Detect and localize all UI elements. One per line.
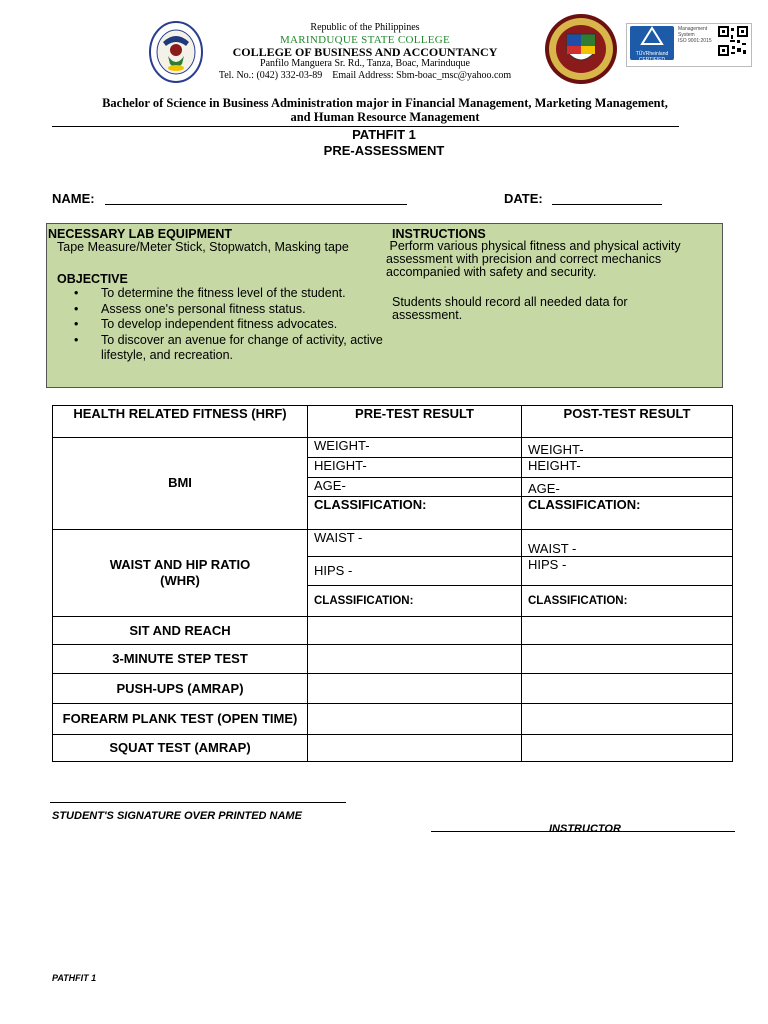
course-title: PATHFIT 1: [352, 127, 416, 142]
qr-code-icon: [718, 26, 748, 56]
pre-plank-test-cell[interactable]: [308, 703, 522, 734]
pre-bmi-classification[interactable]: CLASSIFICATION:: [308, 497, 522, 529]
post-sit-and-reach-cell[interactable]: [522, 617, 733, 645]
pre-step-test-cell[interactable]: [308, 645, 522, 674]
name-label: NAME:: [52, 191, 95, 206]
cert-line: ISO 9001:2015: [678, 38, 712, 44]
cert-line: Management: [678, 26, 708, 32]
push-ups-label: PUSH-UPS (AMRAP): [53, 674, 308, 703]
instructor-label: INSTRUCTOR: [549, 823, 621, 835]
department-seal-logo: [543, 12, 619, 86]
bullet: •: [74, 301, 79, 316]
post-height[interactable]: HEIGHT-: [522, 458, 733, 478]
department-name: COLLEGE OF BUSINESS AND ACCOUNTANCY: [232, 45, 498, 59]
objective-item: [74, 302, 391, 318]
plank-test-label: FOREARM PLANK TEST (OPEN TIME): [53, 703, 308, 734]
pre-weight[interactable]: WEIGHT-: [308, 438, 522, 458]
pre-height[interactable]: HEIGHT-: [308, 458, 522, 478]
post-step-test-cell[interactable]: [522, 645, 733, 674]
pre-hips[interactable]: HIPS -: [308, 556, 522, 585]
post-plank-test-cell[interactable]: [522, 703, 733, 734]
instructor-signature-line[interactable]: [431, 831, 735, 832]
whr-label-line: (WHR): [160, 572, 200, 588]
page-footer: PATHFIT 1: [52, 973, 97, 983]
header-hrf: HEALTH RELATED FITNESS (HRF): [53, 406, 308, 438]
bullet: •: [74, 286, 79, 300]
equipment-heading: NECESSARY LAB EQUIPMENT: [48, 227, 233, 241]
table-row: [53, 734, 733, 761]
fitness-assessment-table: [52, 405, 733, 762]
table-row: [53, 438, 733, 458]
program-line: and Human Resource Management: [290, 110, 480, 124]
pre-waist[interactable]: WAIST -: [308, 529, 522, 556]
sit-and-reach-label: SIT AND REACH: [53, 617, 308, 645]
post-hips[interactable]: HIPS -: [522, 556, 733, 585]
table-row: [53, 617, 733, 645]
whr-label: [53, 529, 308, 616]
program-title: [40, 96, 730, 124]
table-row: [53, 529, 733, 556]
post-waist[interactable]: WAIST -: [522, 529, 733, 556]
instructions-heading: INSTRUCTIONS: [392, 227, 486, 241]
equipment-items: Tape Measure/Meter Stick, Stopwatch, Masking tape: [57, 240, 349, 254]
table-row: [53, 703, 733, 734]
table-row: [53, 645, 733, 674]
tuv-badge: CERTIFIED: [638, 57, 666, 63]
student-signature-line[interactable]: [50, 802, 346, 803]
student-signature-label: STUDENT'S SIGNATURE OVER PRINTED NAME: [52, 810, 302, 822]
college-name: MARINDUQUE STATE COLLEGE: [279, 34, 451, 46]
header-post-test: POST-TEST RESULT: [522, 406, 733, 438]
form-title: PRE-ASSESSMENT: [323, 143, 445, 158]
school-header: [200, 22, 530, 82]
objective-text: To determine the fitness level of the student.: [101, 286, 346, 300]
step-test-label: 3-MINUTE STEP TEST: [53, 645, 308, 674]
address-text: Panfilo Manguera Sr. Rd., Tanza, Boac, Marinduque: [260, 58, 470, 69]
post-push-ups-cell[interactable]: [522, 674, 733, 703]
post-squat-test-cell[interactable]: [522, 734, 733, 761]
post-age[interactable]: AGE-: [522, 478, 733, 497]
bullet: •: [74, 317, 79, 331]
bullet: •: [74, 332, 79, 347]
contact-text: Tel. No.: (042) 332-03-89 Email Address: Sbm-boac_msc@yahoo.com: [218, 70, 512, 81]
date-field[interactable]: [552, 204, 662, 205]
name-field[interactable]: [105, 204, 407, 205]
objective-text: Assess one's personal fitness status.: [101, 301, 306, 316]
date-label: DATE:: [504, 191, 543, 206]
pre-squat-test-cell[interactable]: [308, 734, 522, 761]
table-header-row: [53, 406, 733, 438]
pre-push-ups-cell[interactable]: [308, 674, 522, 703]
objective-list: [74, 286, 391, 364]
tuv-triangle-icon: [630, 26, 674, 46]
post-bmi-classification[interactable]: CLASSIFICATION:: [522, 497, 733, 529]
header-pre-test: PRE-TEST RESULT: [308, 406, 522, 438]
instructions-text-1: Perform various physical fitness and physical activity assessment with precision and correct mechanics accompanied with safety and security.: [386, 239, 685, 279]
pre-sit-and-reach-cell[interactable]: [308, 617, 522, 645]
post-whr-classification[interactable]: CLASSIFICATION:: [522, 585, 733, 616]
republic-text: Republic of the Philippines: [310, 22, 420, 33]
objective-text: To develop independent fitness advocates.: [101, 317, 338, 331]
objective-item: [74, 317, 391, 333]
pre-age[interactable]: AGE-: [308, 478, 522, 497]
pre-whr-classification[interactable]: CLASSIFICATION:: [308, 585, 522, 616]
college-seal-logo: [148, 20, 204, 84]
tuv-brand: TÜVRheinland: [635, 51, 669, 57]
cert-text: [678, 26, 712, 44]
objective-item: [74, 333, 391, 364]
post-weight[interactable]: WEIGHT-: [522, 438, 733, 458]
iso-certification-badge: [626, 23, 752, 67]
objective-heading: OBJECTIVE: [57, 272, 128, 286]
program-line: Bachelor of Science in Business Administration major in Financial Management, Marketing Management,: [102, 96, 668, 110]
instructions-text-2: Students should record all needed data for assessment.: [392, 295, 628, 322]
squat-test-label: SQUAT TEST (AMRAP): [53, 734, 308, 761]
objective-item: [74, 286, 391, 302]
whr-label-line: WAIST AND HIP RATIO: [109, 556, 251, 572]
objective-text: To discover an avenue for change of activity, active lifestyle, and recreation.: [101, 332, 383, 362]
bmi-label: BMI: [53, 438, 308, 529]
cert-line: System: [678, 32, 695, 38]
tuv-logo-block: [630, 26, 674, 63]
table-row: [53, 674, 733, 703]
